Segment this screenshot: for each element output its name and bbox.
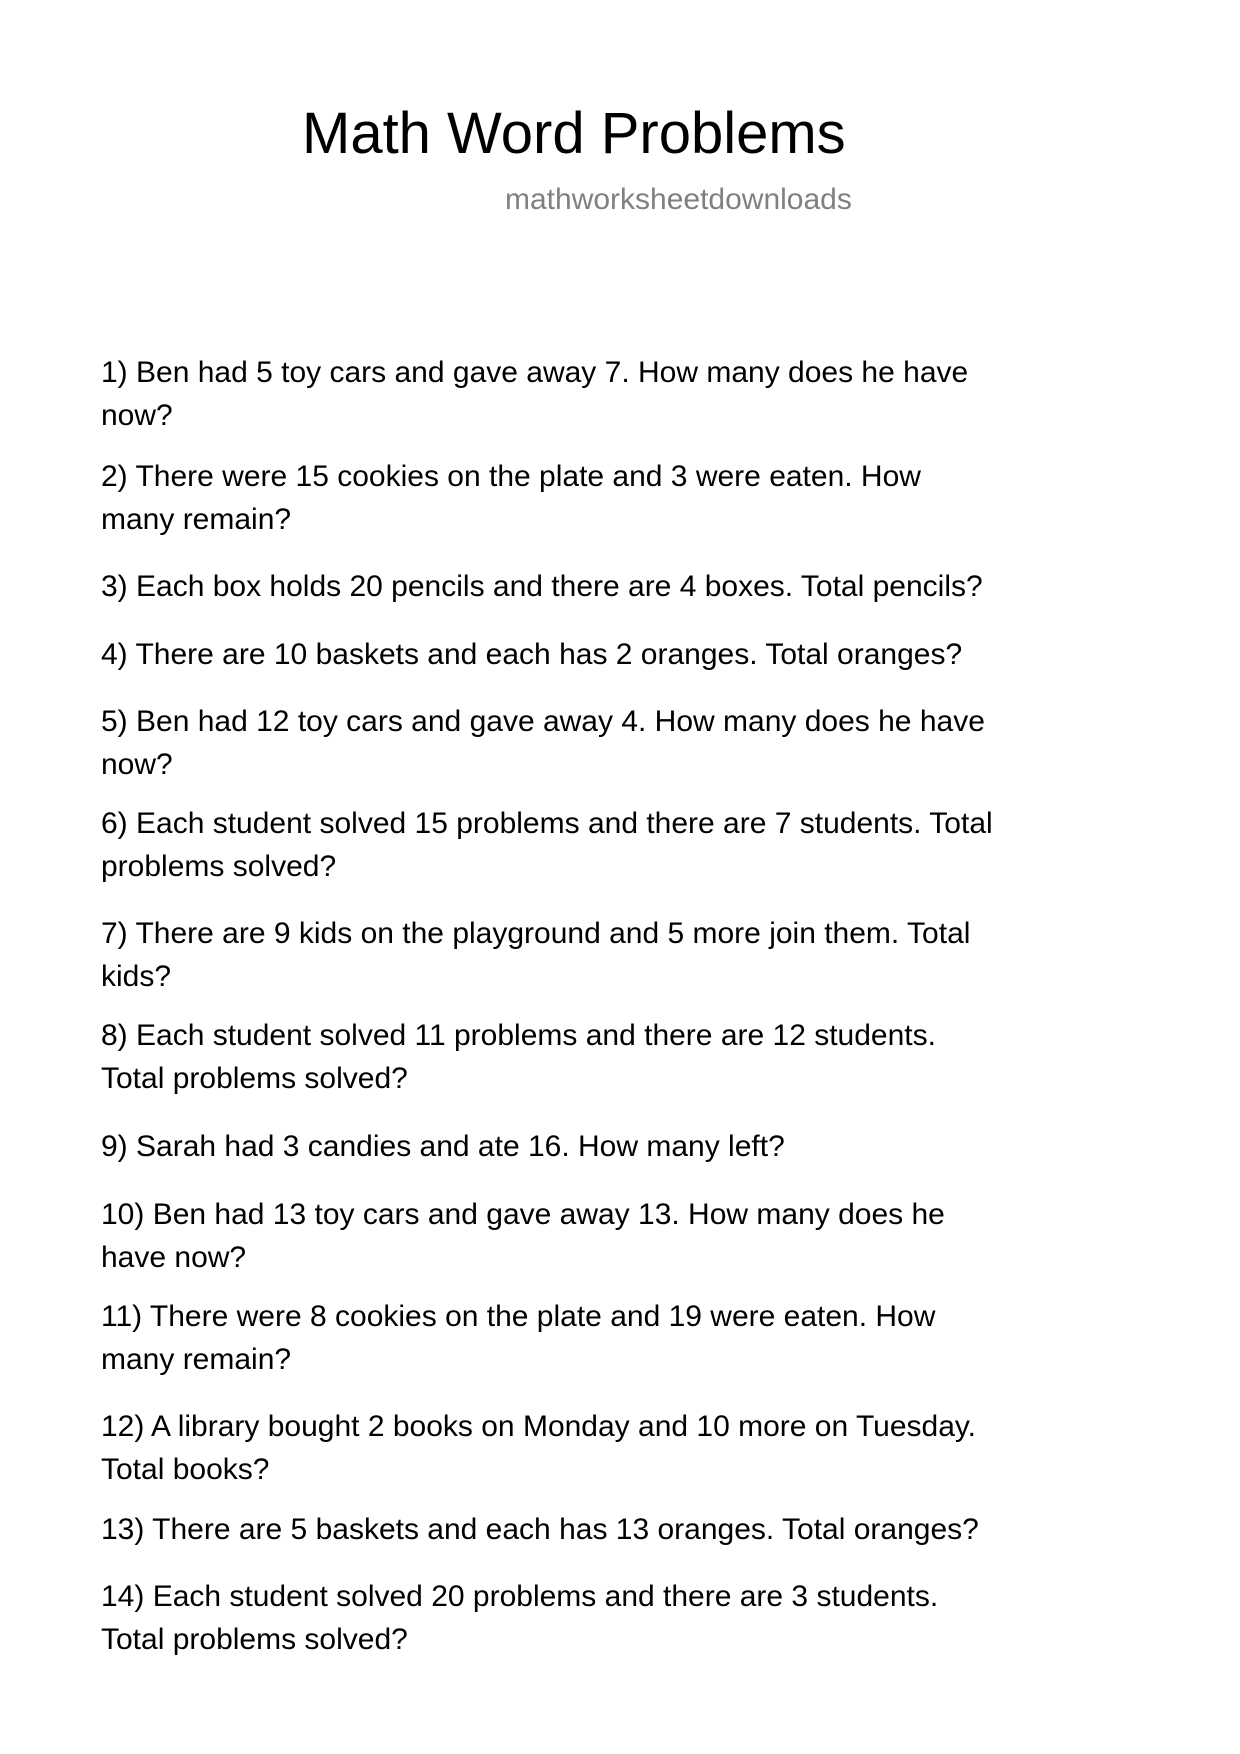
- problem-text-line: 8) Each student solved 11 problems and there are 12 students.: [101, 1019, 936, 1052]
- problem-item: [101, 1193, 945, 1279]
- problem-item: [101, 802, 993, 888]
- problem-text-line: 4) There are 10 baskets and each has 2 oranges. Total oranges?: [101, 638, 963, 671]
- problem-item: [101, 1014, 936, 1100]
- problem-text-line: have now?: [101, 1241, 247, 1274]
- problem-text-line: problems solved?: [101, 850, 337, 883]
- problem-text-line: 13) There are 5 baskets and each has 13 oranges. Total oranges?: [101, 1513, 979, 1546]
- problem-text-line: 1) Ben had 5 toy cars and gave away 7. How many does he have: [101, 356, 969, 389]
- problem-text-line: 11) There were 8 cookies on the plate and 19 were eaten. How: [101, 1300, 936, 1333]
- problem-item: [101, 1295, 935, 1381]
- problem-text-line: Total problems solved?: [101, 1623, 408, 1656]
- problem-item: [101, 1575, 938, 1661]
- problem-item: [101, 1405, 976, 1491]
- problem-text-line: Total books?: [101, 1453, 270, 1486]
- problem-item: [101, 700, 985, 786]
- problem-item: [101, 633, 962, 676]
- problem-text-line: now?: [101, 748, 173, 781]
- problem-text-line: 10) Ben had 13 toy cars and gave away 13. How many does he: [101, 1198, 945, 1231]
- problem-text-line: now?: [101, 399, 173, 432]
- problem-item: [101, 912, 970, 998]
- problem-text-line: 7) There are 9 kids on the playground and 5 more join them. Total: [101, 917, 971, 950]
- problem-text-line: many remain?: [101, 503, 292, 536]
- problem-item: [101, 455, 921, 541]
- problem-text-line: 12) A library bought 2 books on Monday and 10 more on Tuesday.: [101, 1410, 977, 1443]
- problem-item: [101, 351, 968, 437]
- problem-text-line: 6) Each student solved 15 problems and there are 7 students. Total: [101, 807, 993, 840]
- problem-text-line: 14) Each student solved 20 problems and there are 3 students.: [101, 1580, 939, 1613]
- problem-text-line: kids?: [101, 960, 172, 993]
- problem-text-line: 5) Ben had 12 toy cars and gave away 4. How many does he have: [101, 705, 985, 738]
- page-title: Math Word Problems: [302, 101, 846, 166]
- problem-text-line: 9) Sarah had 3 candies and ate 16. How many left?: [101, 1130, 785, 1163]
- problem-text-line: 3) Each box holds 20 pencils and there are 4 boxes. Total pencils?: [101, 570, 983, 603]
- page-subtitle: mathworksheetdownloads: [505, 183, 852, 216]
- problem-text-line: many remain?: [101, 1343, 292, 1376]
- problem-item: [101, 565, 983, 608]
- problem-text-line: Total problems solved?: [101, 1062, 408, 1095]
- problem-text-line: 2) There were 15 cookies on the plate and 3 were eaten. How: [101, 460, 921, 493]
- problem-item: [101, 1508, 979, 1551]
- problem-item: [101, 1125, 785, 1168]
